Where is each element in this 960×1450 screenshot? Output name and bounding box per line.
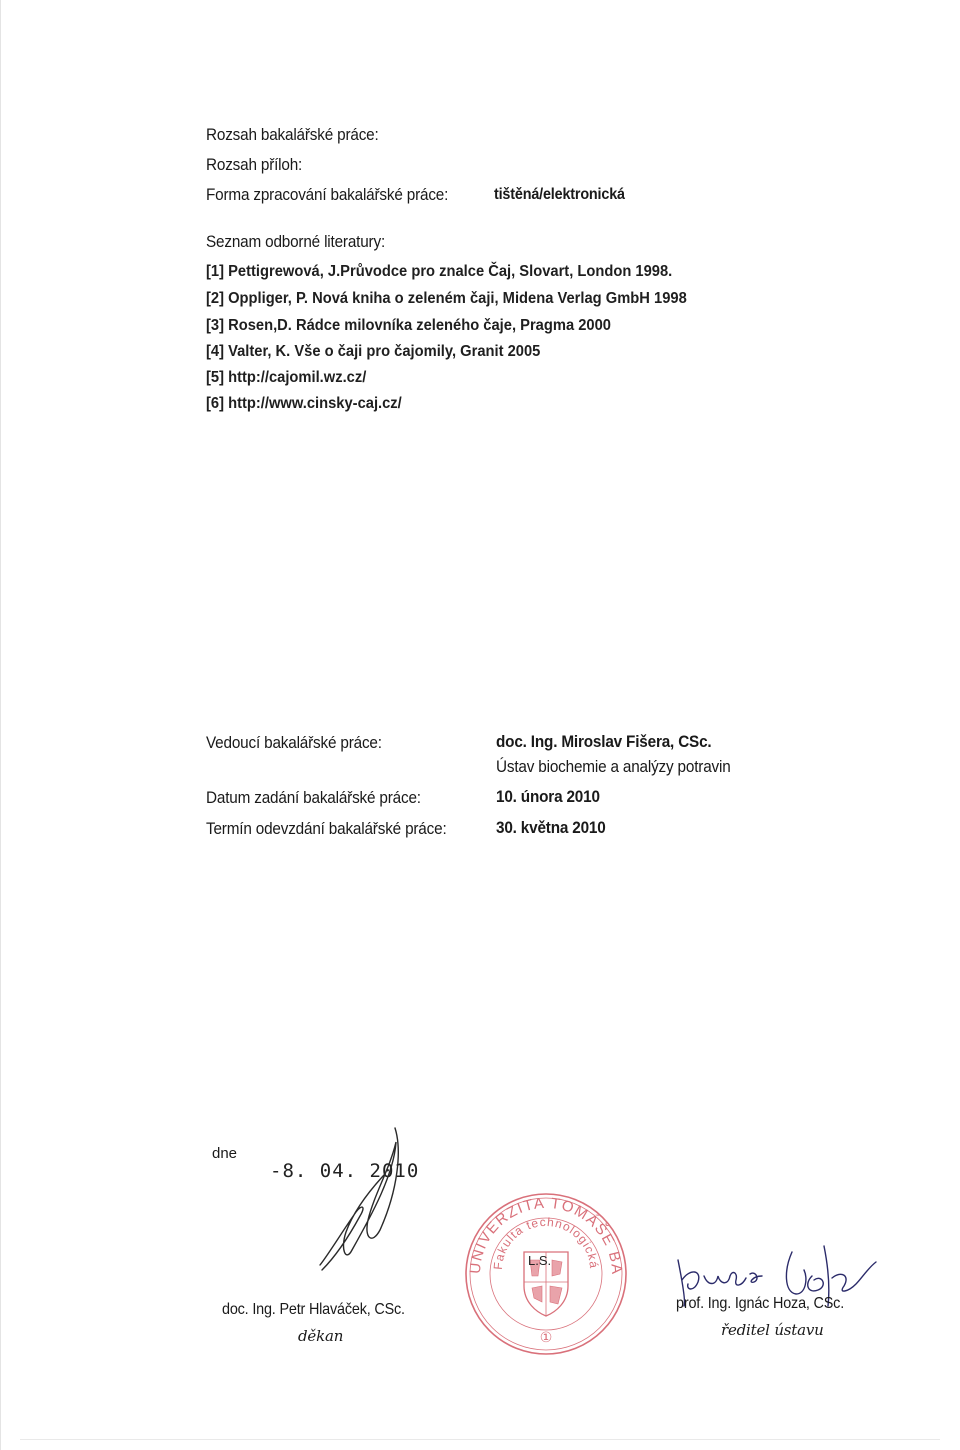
stamp-ring-text: UNIVERZITA TOMÁŠE BA	[466, 1194, 626, 1275]
supervisor-department: Ústav biochemie a analýzy potravin	[496, 757, 731, 776]
reference-5: [5] http://cajomil.wz.cz/	[206, 369, 367, 386]
date-prefix: dne	[212, 1145, 238, 1162]
literature-title: Seznam odborné literatury:	[206, 232, 386, 251]
reference-6: [6] http://www.cinsky-caj.cz/	[206, 395, 402, 412]
stamp-inner-text: Fakulta technologická	[490, 1214, 602, 1271]
scope-label: Rozsah bakalářské práce:	[206, 125, 379, 144]
date-stamp: -8. 04. 2010	[270, 1160, 420, 1182]
appendix-label: Rozsah příloh:	[206, 155, 303, 174]
dean-name: doc. Ing. Petr Hlaváček, CSc.	[222, 1301, 405, 1318]
scan-edge	[0, 0, 1, 1450]
stamp-number: ①	[539, 1330, 553, 1346]
reference-3: [3] Rosen,D. Rádce milovníka zeleného čaje, Pragma 2000	[206, 317, 611, 334]
deadline-label: Termín odevzdání bakalářské práce:	[206, 819, 447, 838]
form-value: tištěná/elektronická	[494, 186, 625, 203]
assigned-date-value: 10. února 2010	[496, 787, 600, 806]
dean-signature	[300, 1120, 410, 1280]
deadline-value: 30. května 2010	[496, 818, 606, 837]
form-label: Forma zpracování bakalářské práce:	[206, 185, 449, 204]
assigned-date-label: Datum zadání bakalářské práce:	[206, 788, 421, 807]
reference-2: [2] Oppliger, P. Nová kniha o zeleném čaji, Midena Verlag GmbH 1998	[206, 290, 687, 307]
reference-1: [1] Pettigrewová, J.Průvodce pro znalce Čaj, Slovart, London 1998.	[206, 263, 673, 280]
reference-4: [4] Valter, K. Vše o čaji pro čajomily, Granit 2005	[206, 343, 541, 360]
director-name: prof. Ing. Ignác Hoza, CSc.	[676, 1295, 845, 1312]
supervisor-label: Vedoucí bakalářské práce:	[206, 733, 382, 752]
stamp-center-text: L.S.	[528, 1253, 552, 1268]
director-role: ředitel ústavu	[721, 1321, 824, 1339]
supervisor-name: doc. Ing. Miroslav Fišera, CSc.	[496, 732, 712, 751]
dean-role: děkan	[298, 1327, 344, 1345]
stamp-graphic	[462, 1182, 630, 1357]
scan-bottom-line	[20, 1439, 940, 1440]
university-stamp	[462, 1182, 630, 1357]
